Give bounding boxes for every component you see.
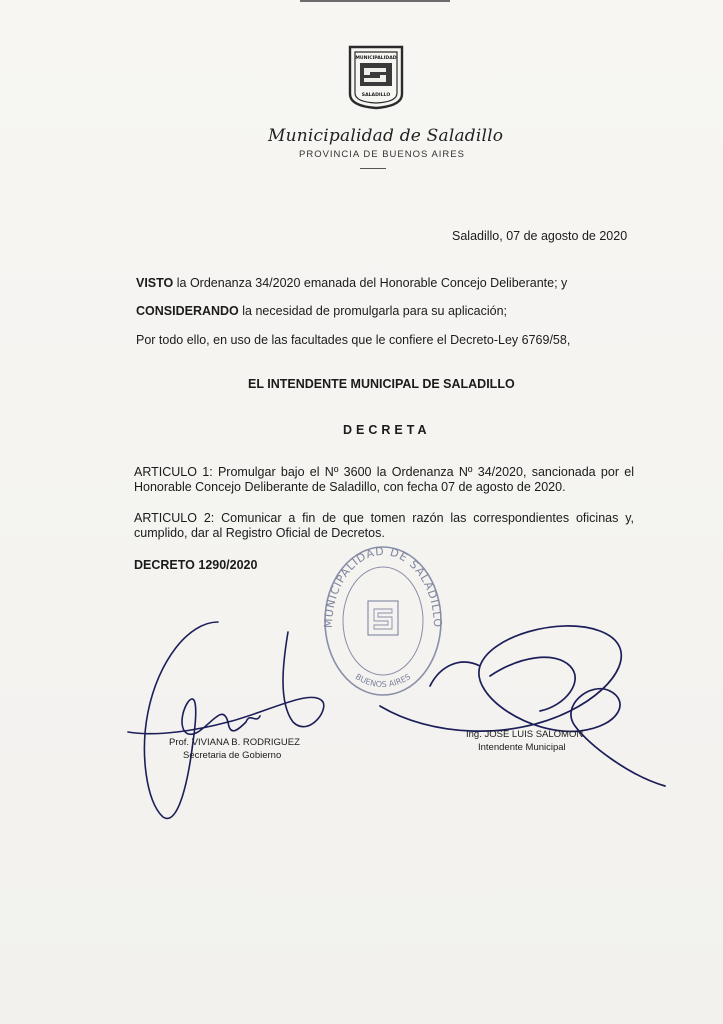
decreta-heading: DECRETA bbox=[343, 423, 431, 437]
intendente-heading: EL INTENDENTE MUNICIPAL DE SALADILLO bbox=[248, 377, 515, 391]
signature-salomon-icon bbox=[370, 616, 670, 796]
considerando-text: la necesidad de promulgarla para su aplicación; bbox=[238, 304, 508, 318]
signer-1-role: Secretaria de Gobierno bbox=[183, 750, 282, 761]
date-line: Saladillo, 07 de agosto de 2020 bbox=[452, 229, 628, 243]
province-name: PROVINCIA DE BUENOS AIRES bbox=[299, 149, 465, 160]
stamp-text: MUNICIPALIDAD DE SALADILLO bbox=[321, 544, 445, 629]
visto-text: la Ordenanza 34/2020 emanada del Honorable Concejo Deliberante; y bbox=[173, 276, 568, 290]
header-rule bbox=[360, 168, 386, 169]
articulo-1: ARTICULO 1: Promulgar bajo el Nº 3600 la Ordenanza Nº 34/2020, sancionada por el Honorable Concejo Deliberante de Saladillo, con fecha 07 de agosto de 2020. bbox=[134, 465, 634, 494]
municipal-crest-icon bbox=[346, 44, 406, 110]
por-todo-ello-paragraph: Por todo ello, en uso de las facultades que le confiere el Decreto-Ley 6769/58, bbox=[136, 333, 571, 347]
visto-paragraph bbox=[136, 276, 567, 290]
municipality-name: Municipalidad de Saladillo bbox=[268, 126, 504, 146]
considerando-paragraph bbox=[136, 304, 507, 318]
crest-text-top: MUNICIPALIDAD bbox=[355, 56, 397, 61]
considerando-label: CONSIDERANDO bbox=[136, 304, 239, 318]
signature-rodriguez-icon bbox=[118, 612, 348, 827]
visto-label: VISTO bbox=[136, 276, 174, 290]
signer-1-name: Prof. VIVIANA B. RODRIGUEZ bbox=[169, 737, 300, 748]
articulo-2: ARTICULO 2: Comunicar a fin de que tomen razón las correspondientes oficinas y, cumplido, dar al Registro Oficial de Decretos. bbox=[134, 511, 634, 540]
signer-2-role: Intendente Municipal bbox=[478, 742, 566, 753]
stamp-bottom-text: BUENOS AIRES bbox=[353, 672, 413, 690]
crest-text-bottom: SALADILLO bbox=[361, 93, 391, 98]
signer-2-name: Ing. JOSE LUIS SALOMON bbox=[466, 729, 584, 740]
decreto-number: DECRETO 1290/2020 bbox=[134, 558, 258, 572]
top-edge-line bbox=[300, 0, 450, 2]
